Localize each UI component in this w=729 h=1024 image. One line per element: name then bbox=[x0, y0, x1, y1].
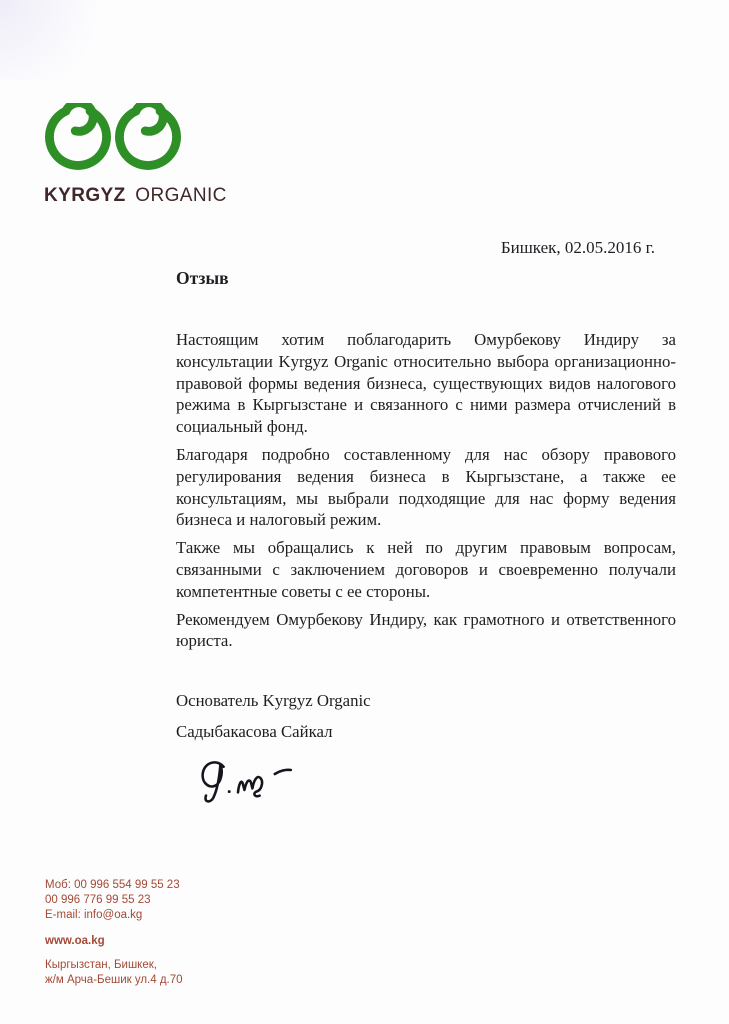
letter-paragraph: Благодаря подробно составленному для нас обзору правового регулирования ведения бизнеса в Кыргызстане, а также ее консультациям, мы выбрали подходящие для нас форму ведения бизнеса и налоговый режим. bbox=[176, 444, 676, 530]
letter-paragraph: Рекомендуем Омурбекову Индиру, как грамотного и ответственного юриста. bbox=[176, 609, 676, 651]
phone-line-1: Моб: 00 996 554 99 55 23 bbox=[45, 879, 180, 891]
logo-wordmark bbox=[44, 185, 227, 207]
brand-name-primary: KYRGYZ bbox=[44, 185, 126, 206]
letter-paragraph: Также мы обращались к ней по другим правовым вопросам, связанными с заключением договоров и своевременно получали компетентные советы с ее стороны. bbox=[176, 538, 676, 601]
address-line-2: ж/м Арча-Бешик ул.4 д.70 bbox=[45, 974, 183, 986]
address-block bbox=[45, 958, 183, 988]
kyrgyz-organic-logo bbox=[44, 103, 227, 207]
letter-title: Отзыв bbox=[176, 268, 229, 288]
website-line: www.oa.kg bbox=[45, 935, 105, 947]
closing-name: Садыбакасова Сайкал bbox=[176, 722, 333, 742]
phone-line-2: 00 996 776 99 55 23 bbox=[45, 894, 151, 906]
logo-spiral-right-icon bbox=[114, 103, 182, 171]
contact-footer bbox=[45, 878, 183, 988]
brand-name-secondary: ORGANIC bbox=[135, 185, 227, 206]
address-line-1: Кыргызстан, Бишкек, bbox=[45, 959, 157, 971]
letter-body bbox=[176, 268, 676, 818]
logo-spirals bbox=[44, 103, 227, 171]
email-line: E-mail: info@oa.kg bbox=[45, 909, 143, 921]
letter-paragraph: Настоящим хотим поблагодарить Омурбекову Индиру за консультации Kyrgyz Organic относительно выбора организационно-правовой формы ведения бизнеса, существующих видов налогового режима в Кыргызстане и связанного с ними размера отчислений в социальный фонд. bbox=[176, 330, 676, 437]
city-date-line: Бишкек, 02.05.2016 г. bbox=[500, 238, 655, 257]
closing-role: Основатель Kyrgyz Organic bbox=[176, 691, 371, 711]
logo-spiral-left-icon bbox=[44, 103, 112, 171]
handwritten-signature bbox=[190, 754, 318, 818]
